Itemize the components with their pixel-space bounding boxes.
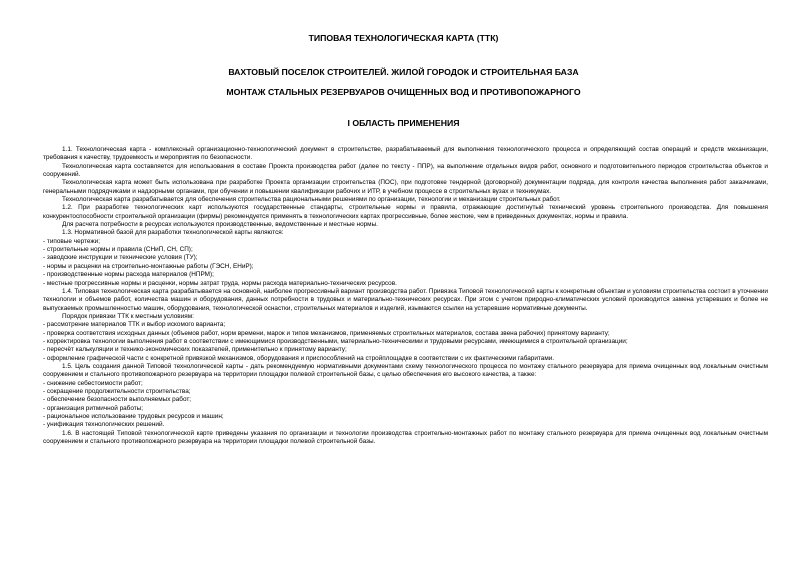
list-item: - унификация технологических решений. <box>43 421 165 429</box>
paragraph: 1.3. Нормативной базой для разработки технологической карты являются: <box>62 229 284 237</box>
paragraph: Порядок привязки ТТК к местным условиям: <box>62 312 194 320</box>
document-subtitle-1: ВАХТОВЫЙ ПОСЕЛОК СТРОИТЕЛЕЙ. ЖИЛОЙ ГОРОДОК И СТРОИТЕЛЬНАЯ БАЗА <box>228 67 579 77</box>
document-title: ТИПОВАЯ ТЕХНОЛОГИЧЕСКАЯ КАРТА (ТТК) <box>308 33 499 43</box>
paragraph: Для расчета потребности в ресурсах используются производственные, ведомственные и местные нормы. <box>62 221 378 229</box>
list-item: - производственные нормы расхода материалов (НПРМ); <box>43 271 214 279</box>
paragraph: 1.5. Цель создания данной Типовой технологической карты - дать рекомендуемую нормативными документами схему технологического процесса по монтажу стального резервуара для приема очищенных вод локальным очистным сооружением и стального противопожарного резервуара на территории площадки полевой строительной базы, с целью обеспечения его высокого качества, а также: <box>43 362 768 379</box>
paragraph: 1.4. Типовая технологическая карта разрабатывается на основной, наиболее прогрессивный вариант производства работ. Привязка Типовой технологической карты к конкретным объектам и условиям строительства состоит в уточнении технологии и объемов работ, количества машин и оборудования, данных потребности в трудовых и материально-технических ресурсах. При этом с учетом природно-климатических условий производится замена устаревших и более не выпускаемых промышленностью машин, оборудования, технологической оснастки, строительных материалов и изделий, изымаются ссылки на устаревшие нормативные документы. <box>43 287 768 312</box>
list-item: - снижение себестоимости работ; <box>43 379 143 387</box>
list-item: - оформление графической части с конкретной привязкой механизмов, оборудования и приспособлений на стройплощадке в соответствии с их фактическими габаритами. <box>43 354 555 362</box>
paragraph: 1.1. Технологическая карта - комплексный организационно-технологический документ в строительстве, разрабатываемый для выполнения технологического процесса и определяющий состав операций и средств механизации, требования к качеству, трудоемкость и мероприятия по безопасности. <box>43 146 768 162</box>
paragraph: 1.2. При разработке технологических карт используются государственные стандарты, строительные нормы и правила, отражающие достигнутый технический уровень строительного производства. Для повышения конкурентоспособности строительной организации (фирмы) рекомендуется применять в технологических картах прогрессивные, более жесткие, чем в приведенных документах, нормы и правила. <box>43 204 768 220</box>
section-heading: I ОБЛАСТЬ ПРИМЕНЕНИЯ <box>347 118 460 128</box>
list-item: - обеспечение безопасности выполняемых работ; <box>43 396 192 404</box>
list-item: - рациональное использование трудовых ресурсов и машин; <box>43 413 224 420</box>
list-item: - рассмотрение материалов ТТК и выбор искомого варианта; <box>43 321 226 329</box>
list-item: - типовые чертежи; <box>43 237 100 245</box>
list-item: - сокращение продолжительности строительства; <box>43 387 191 395</box>
list-item: - пересчёт калькуляции и технико-экономических показателей, применительно к принятому варианту; <box>43 346 347 354</box>
list-item: - строительные нормы и правила (СНиП, СН, СП); <box>43 246 193 254</box>
document-body <box>43 146 768 446</box>
paragraph: Технологическая карта разрабатывается для обеспечения строительства рациональными решениями по организации, технологии и механизации строительных работ. <box>62 196 561 204</box>
paragraph: 1.6. В настоящей Типовой технологической карте приведены указания по организации и технологии производства строительно-монтажных работ по монтажу стального резервуара для приема очищенных вод локальным очистным сооружением и стального противопожарного резервуара на территории площадки полевой строительной базы. <box>43 429 768 446</box>
list-item: - организация ритмичной работы; <box>43 404 144 412</box>
list-item: - проверка соответствия исходных данных (объемов работ, норм времени, марок и типов механизмов, применяемых строительных материалов, состава звена рабочих) принятому варианту; <box>43 329 610 337</box>
document-subtitle-2: МОНТАЖ СТАЛЬНЫХ РЕЗЕРВУАРОВ ОЧИЩЕННЫХ ВОД И ПРОТИВОПОЖАРНОГО <box>226 87 581 97</box>
paragraph: Технологическая карта может быть использована при разработке Проекта организации строительства (ПОС), при подготовке тендерной (договорной) документации подряда, для контроля качества выполнения работ заказчиками, генеральными подрядчиками и надзорными органами, при обучении и повышении квалификации рабочих и ИТР, в учебном процессе в строительных вузах и техникумах. <box>43 179 768 195</box>
paragraph: Технологическая карта составляется для использования в составе Проекта производства работ (далее по тексту - ППР), на выполнение отдельных видов работ, основного и подготовительного периодов строительства объектов и сооружений. <box>43 162 768 179</box>
list-item: - нормы и расценки на строительно-монтажные работы (ГЭСН, ЕНиР); <box>43 262 254 270</box>
list-item: - заводские инструкции и технические условия (ТУ); <box>43 254 198 262</box>
list-item: - местные прогрессивные нормы и расценки, нормы затрат труда, нормы расхода материально-технических ресурсов. <box>43 279 397 287</box>
list-item: - корректировка технологии выполнения работ в соответствии с имеющимися производственными, материально-техническими и трудовыми ресурсами, имеющимися в строительной организации; <box>43 337 628 345</box>
